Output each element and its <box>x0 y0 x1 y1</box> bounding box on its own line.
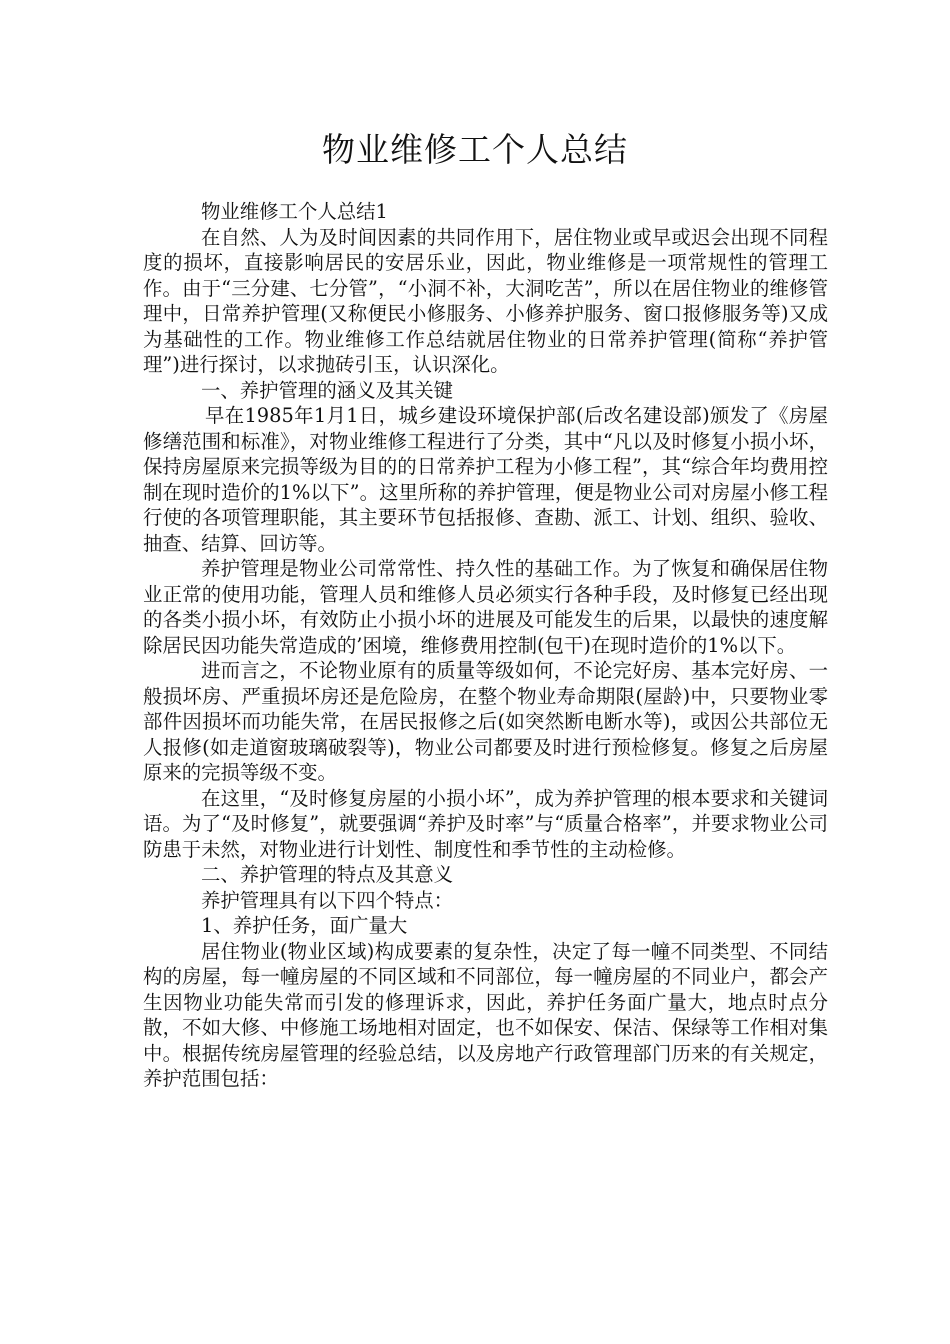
document-title: 物业维修工个人总结 <box>322 130 628 169</box>
paragraph: 在自然、人为及时间因素的共同作用下，居住物业或早或迟会出现不同程度的损坏，直接影响居民的安居乐业，因此，物业维修是一项常规性的管理工作。由于“三分建、七分管”，“小洞不补，大洞吃苦”，所以在居住物业的维修管理中，日常养护管理(又称便民小修服务、小修养护服务、窗口报修服务等)又成为基础性的工作。物业维修工作总结就居住物业的日常养护管理(简称“养护管理”)进行探讨，以求抛砖引玉，认识深化。 <box>143 225 828 376</box>
section-heading: 物业维修工个人总结1 <box>201 200 388 223</box>
document-body <box>143 199 828 1092</box>
paragraph: 居住物业(物业区域)构成要素的复杂性，决定了每一幢不同类型、不同结构的房屋，每一幢房屋的不同区域和不同部位，每一幢房屋的不同业户，都会产生因物业功能失常而引发的修理诉求，因此，养护任务面广量大，地点时点分散，不如大修、中修施工场地相对固定，也不如保安、保洁、保绿等工作相对集中。根据传统房屋管理的经验总结，以及房地产行政管理部门历来的有关规定，养护范围包括： <box>143 939 828 1090</box>
section-heading: 二、养护管理的特点及其意义 <box>201 863 454 886</box>
section-heading: 1、养护任务，面广量大 <box>201 914 408 937</box>
paragraph: 养护管理是物业公司常常性、持久性的基础工作。为了恢复和确保居住物业正常的使用功能，管理人员和维修人员必须实行各种手段，及时修复已经出现的各类小损小坏，有效防止小损小坏的进展及可能发生的后果，以最快的速度解除居民因功能失常造成的’困境，维修费用控制(包干)在现时造价的1%以下。 <box>143 557 828 657</box>
paragraph: 进而言之，不论物业原有的质量等级如何，不论完好房、基本完好房、一般损坏房、严重损坏房还是危险房，在整个物业寿命期限(屋龄)中，只要物业零部件因损坏而功能失常，在居民报修之后(如突然断电断水等)，或因公共部位无人报修(如走道窗玻璃破裂等)，物业公司都要及时进行预检修复。修复之后房屋原来的完损等级不变。 <box>143 659 828 784</box>
section-heading: 一、养护管理的涵义及其关键 <box>201 378 454 402</box>
paragraph: 在这里，“及时修复房屋的小损小坏”，成为养护管理的根本要求和关键词语。为了“及时修复”，就要强调“养护及时率”与“质量合格率”，并要求物业公司防患于未然，对物业进行计划性、制度性和季节性的主动检修。 <box>143 786 828 861</box>
paragraph: 养护管理具有以下四个特点： <box>201 888 454 912</box>
paragraph: 早在1985年1月1日，城乡建设环境保护部(后改名建设部)颁发了《房屋修缮范围和标准》，对物业维修工程进行了分类，其中“凡以及时修复小损小坏，保持房屋原来完损等级为目的的日常养护工程为小修工程”，其“综合年均费用控制在现时造价的1%以下”。这里所称的养护管理，便是物业公司对房屋小修工程行使的各项管理职能，其主要环节包括报修、查勘、派工、计划、组织、验收、抽查、结算、回访等。 <box>143 404 828 555</box>
